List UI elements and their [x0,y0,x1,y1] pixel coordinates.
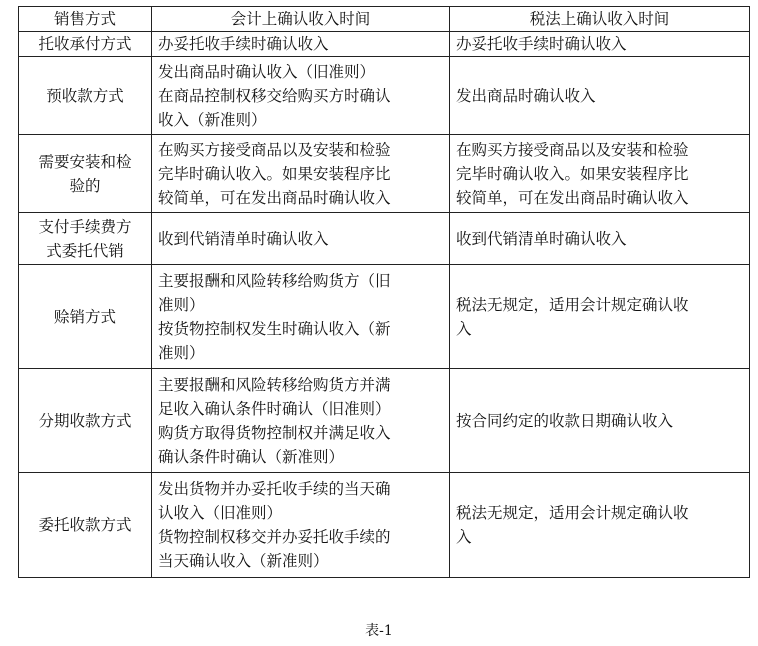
cell-line: 发出商品时确认收入 [456,86,596,105]
table-row [19,473,750,578]
accounting-cell [152,473,450,578]
tax-cell [450,57,750,135]
method-cell [19,265,152,369]
accounting-cell [152,265,450,369]
cell-line: 发出货物并办妥托收手续的当天确 [158,480,391,498]
cell-line: 货物控制权移交并办妥托收手续的 [158,528,391,546]
cell-line: 确认条件时确认（新准则） [158,447,345,466]
cell-line: 委托收款方式 [38,516,132,534]
cell-line: 完毕时确认收入。如果安装程序比 [158,164,391,183]
cell-line: 较简单，可在发出商品时确认收入 [456,188,689,207]
tax-cell [450,265,750,369]
cell-line: 认收入（旧准则） [158,504,283,522]
method-cell [19,369,152,473]
cell-line: 入 [456,319,472,338]
table-row [19,265,750,369]
cell-line: 当天确认收入（新准则） [158,552,329,570]
table-row [19,213,750,265]
cell-line: 赊销方式 [53,307,116,326]
tax-cell [450,32,750,57]
cell-line: 入 [456,528,472,546]
table-row [19,57,750,135]
cell-line: 准则） [158,343,205,362]
cell-line: 较简单，可在发出商品时确认收入 [158,188,391,207]
tax-cell [450,473,750,578]
cell-line: 购货方取得货物控制权并满足收入 [158,423,391,442]
header-accounting: 会计上确认收入时间 [152,7,450,32]
cell-line: 收入（新准则） [158,110,267,129]
tax-cell [450,369,750,473]
method-cell [19,32,152,57]
cell-line: 收到代销清单时确认收入 [158,229,329,248]
cell-line: 托收承付方式 [38,35,132,53]
cell-line: 式委托代销 [46,241,124,260]
method-cell [19,473,152,578]
tax-cell [450,135,750,213]
table-row [19,135,750,213]
cell-line: 完毕时确认收入。如果安装程序比 [456,164,689,183]
table-row [19,32,750,57]
cell-line: 按合同约定的收款日期确认收入 [456,411,674,430]
method-cell [19,135,152,213]
header-row [19,7,750,32]
cell-line: 发出商品时确认收入（旧准则） [158,62,376,81]
table-row [19,369,750,473]
cell-line: 支付手续费方 [38,217,132,236]
accounting-cell [152,135,450,213]
table-caption: 表-1 [365,623,393,639]
revenue-recognition-table [18,6,750,578]
cell-line: 税法无规定，适用会计规定确认收 [456,295,689,314]
cell-line: 办妥托收手续时确认收入 [158,35,329,53]
cell-line: 分期收款方式 [38,411,132,430]
method-cell [19,213,152,265]
cell-line: 足收入确认条件时确认（旧准则） [158,399,391,418]
cell-line: 准则） [158,295,205,314]
cell-line: 按货物控制权发生时确认收入（新 [158,319,391,338]
tax-cell [450,213,750,265]
accounting-cell [152,32,450,57]
accounting-cell [152,369,450,473]
method-cell [19,57,152,135]
cell-line: 验的 [69,176,101,195]
accounting-cell [152,57,450,135]
cell-line: 在购买方接受商品以及安装和检验 [456,140,689,159]
accounting-cell [152,213,450,265]
cell-line: 预收款方式 [46,86,124,105]
cell-line: 主要报酬和风险转移给购货方并满 [158,375,391,394]
cell-line: 主要报酬和风险转移给购货方（旧 [158,271,391,290]
cell-line: 在商品控制权移交给购买方时确认 [158,86,391,105]
cell-line: 办妥托收手续时确认收入 [456,35,627,53]
header-method: 销售方式 [19,7,152,32]
cell-line: 收到代销清单时确认收入 [456,229,627,248]
cell-line: 需要安装和检 [38,152,132,171]
cell-line: 在购买方接受商品以及安装和检验 [158,140,391,159]
cell-line: 税法无规定，适用会计规定确认收 [456,504,689,522]
header-tax: 税法上确认收入时间 [450,7,750,32]
